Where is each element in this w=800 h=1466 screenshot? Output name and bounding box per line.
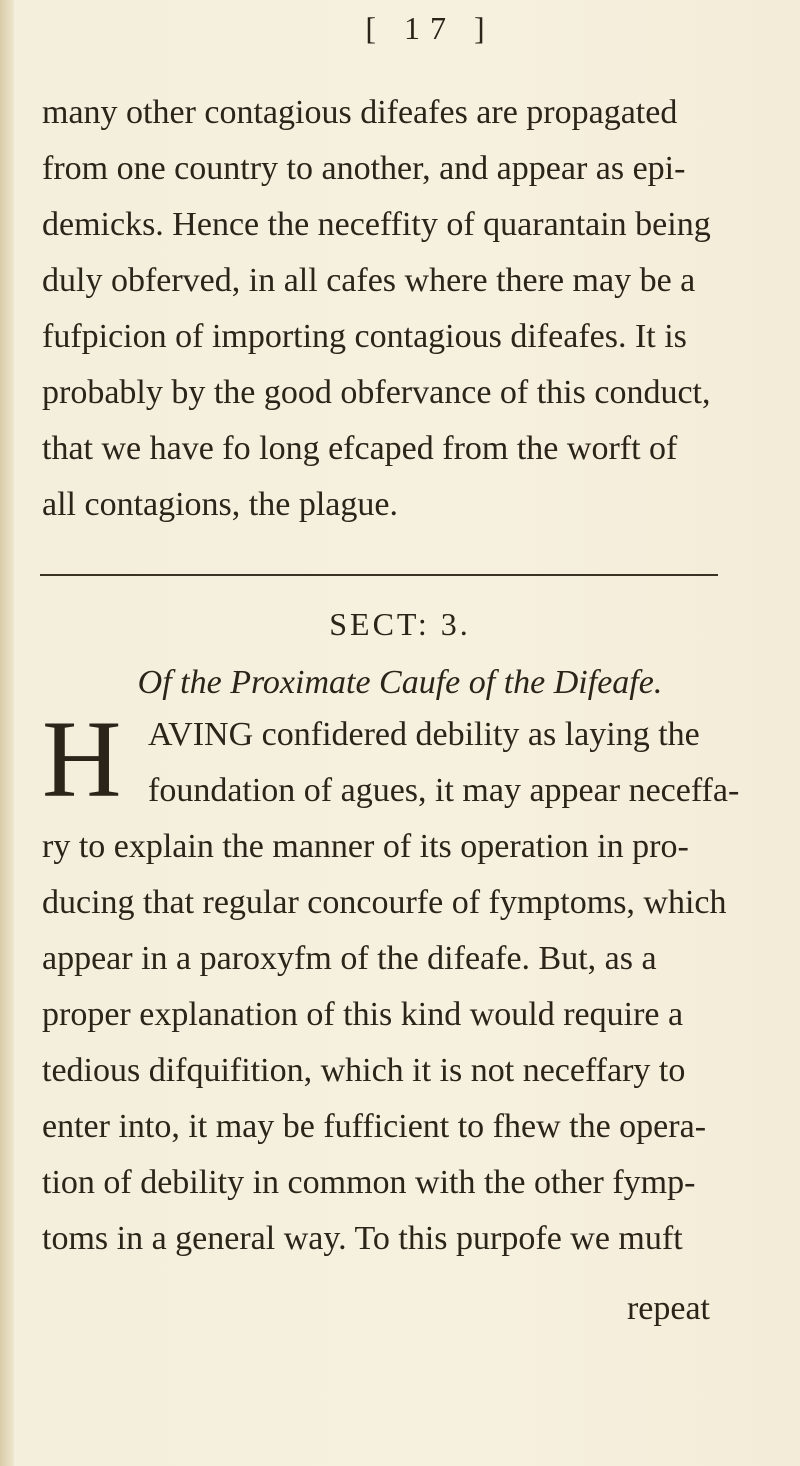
text-line: all contagions, the plague. [42,486,398,523]
text-line: from one country to another, and appear as epi- [42,150,686,187]
text-line: ducing that regular concourfe of fymptoms, which [42,884,727,921]
text-line: appear in a paroxyfm of the difeafe. But, as a [42,940,657,977]
text-line: proper explanation of this kind would require a [42,996,684,1033]
text-line: many other contagious difeafes are propagated [42,94,678,131]
text-line: probably by the good obfervance of this conduct, [42,374,711,411]
text-line: duly obferved, in all cafes where there may be a [42,262,696,299]
page-number-header: [ 17 ] [365,10,495,46]
page-gutter [0,0,14,1466]
section-heading: SECT: 3. [329,606,471,642]
drop-cap: H [42,698,122,820]
text-line: demicks. Hence the neceffity of quarantain being [42,206,711,243]
text-line: tedious difquifition, which it is not neceffary to [42,1052,686,1089]
text-line: ry to explain the manner of its operation in pro- [42,828,689,865]
text-line: toms in a general way. To this purpofe we muft [42,1220,683,1257]
text-line: fufpicion of importing contagious difeafes. It is [42,318,687,355]
section-divider [40,574,718,576]
text-line: foundation of agues, it may appear neceffa- [148,772,740,809]
text-line: that we have fo long efcaped from the worft of [42,430,678,467]
catchword: repeat [626,1290,710,1327]
text-line: enter into, it may be fufficient to fhew the opera- [42,1108,707,1145]
section-title: Of the Proximate Caufe of the Difeafe. [137,664,663,701]
text-line: tion of debility in common with the other fymp- [42,1164,696,1201]
text-line: AVING confidered debility as laying the [148,716,700,753]
